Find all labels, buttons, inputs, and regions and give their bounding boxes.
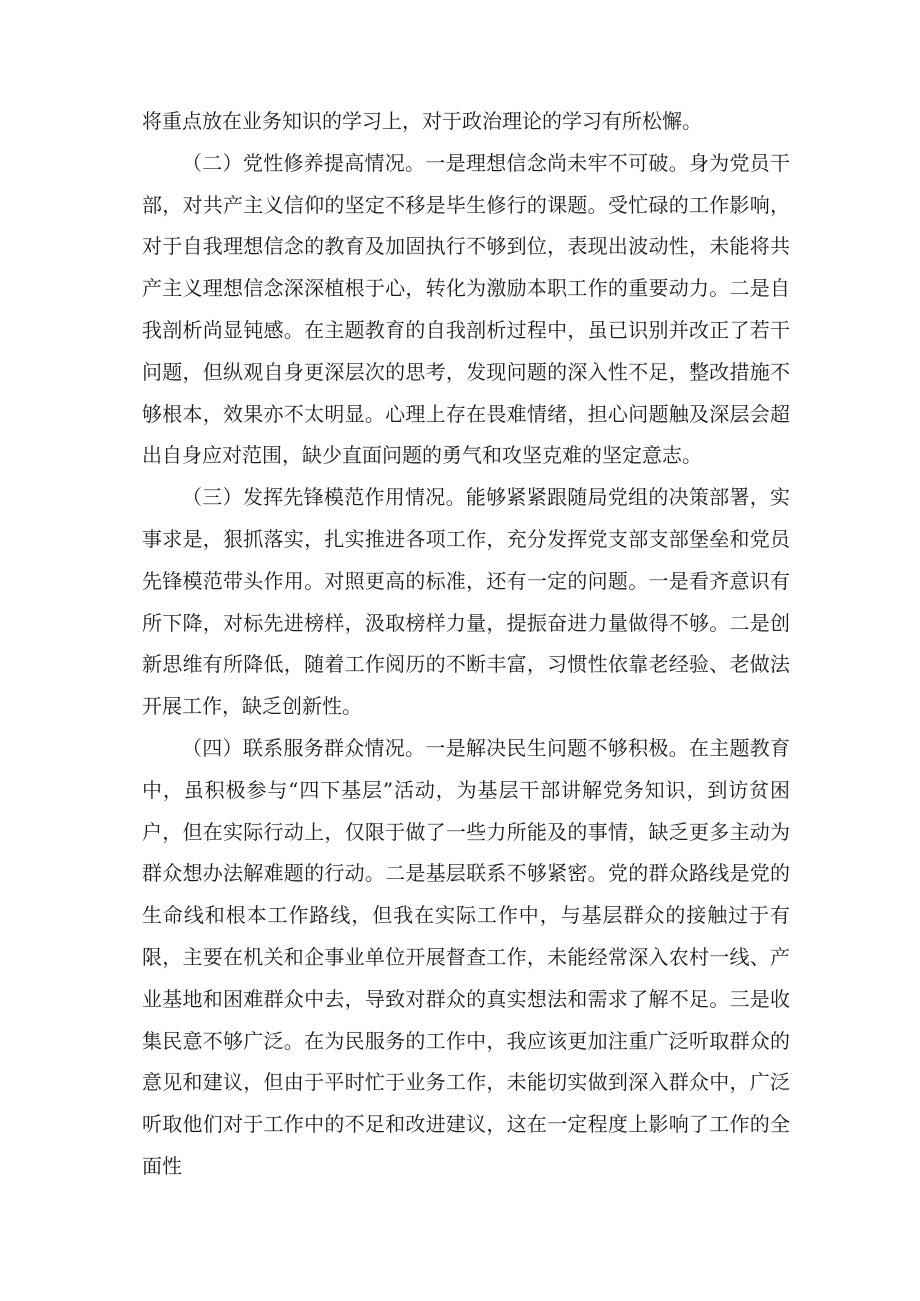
paragraph-vanguard-role: （三）发挥先锋模范作用情况。能够紧紧跟随局党组的决策部署，实事求是，狠抓落实，扎实推进各项工作，充分发挥党支部支部堡垒和党员先锋模范带头作用。对照更高的标准，还有一定的问题。一是看齐意识有所下降，对标先进榜样，汲取榜样力量，提振奋进力量做得不够。二是创新思维有所降低，随着工作阅历的不断丰富，习惯性依靠老经验、老做法开展工作，缺乏创新性。 [142, 485, 790, 719]
paragraph-continuation: 将重点放在业务知识的学习上，对于政治理论的学习有所松懈。 [142, 109, 702, 133]
document-body [142, 101, 790, 1188]
paragraph-party-spirit: （二）党性修养提高情况。一是理想信念尚未牢不可破。身为党员干部，对共产主义信仰的坚定不移是毕生修行的课题。受忙碌的工作影响，对于自我理想信念的教育及加固执行不够到位，表现出波动性，未能将共产主义理想信念深深植根于心，转化为激励本职工作的重要动力。二是自我剖析尚显钝感。在主题教育的自我剖析过程中，虽已识别并改正了若干问题，但纵观自身更深层次的思考，发现问题的深入性不足，整改措施不够根本，效果亦不太明显。心理上存在畏难情绪，担心问题触及深层会超出自身应对范围，缺少直面问题的勇气和攻坚克难的坚定意志。 [142, 150, 790, 468]
paragraph-serving-masses: （四）联系服务群众情况。一是解决民生问题不够积极。在主题教育中，虽积极参与“四下基层”活动，为基层干部讲解党务知识，到访贫困户，但在实际行动上，仅限于做了一些力所能及的事情，缺乏更多主动为群众想办法解难题的行动。二是基层联系不够紧密。党的群众路线是党的生命线和根本工作路线，但我在实际工作中，与基层群众的接触过于有限，主要在机关和企事业单位开展督查工作，未能经常深入农村一线、产业基地和困难群众中去，导致对群众的真实想法和需求了解不足。三是收集民意不够广泛。在为民服务的工作中，我应该更加注重广泛听取群众的意见和建议，但由于平时忙于业务工作，未能切实做到深入群众中，广泛听取他们对于工作中的不足和改进建议，这在一定程度上影响了工作的全面性 [142, 735, 790, 1178]
